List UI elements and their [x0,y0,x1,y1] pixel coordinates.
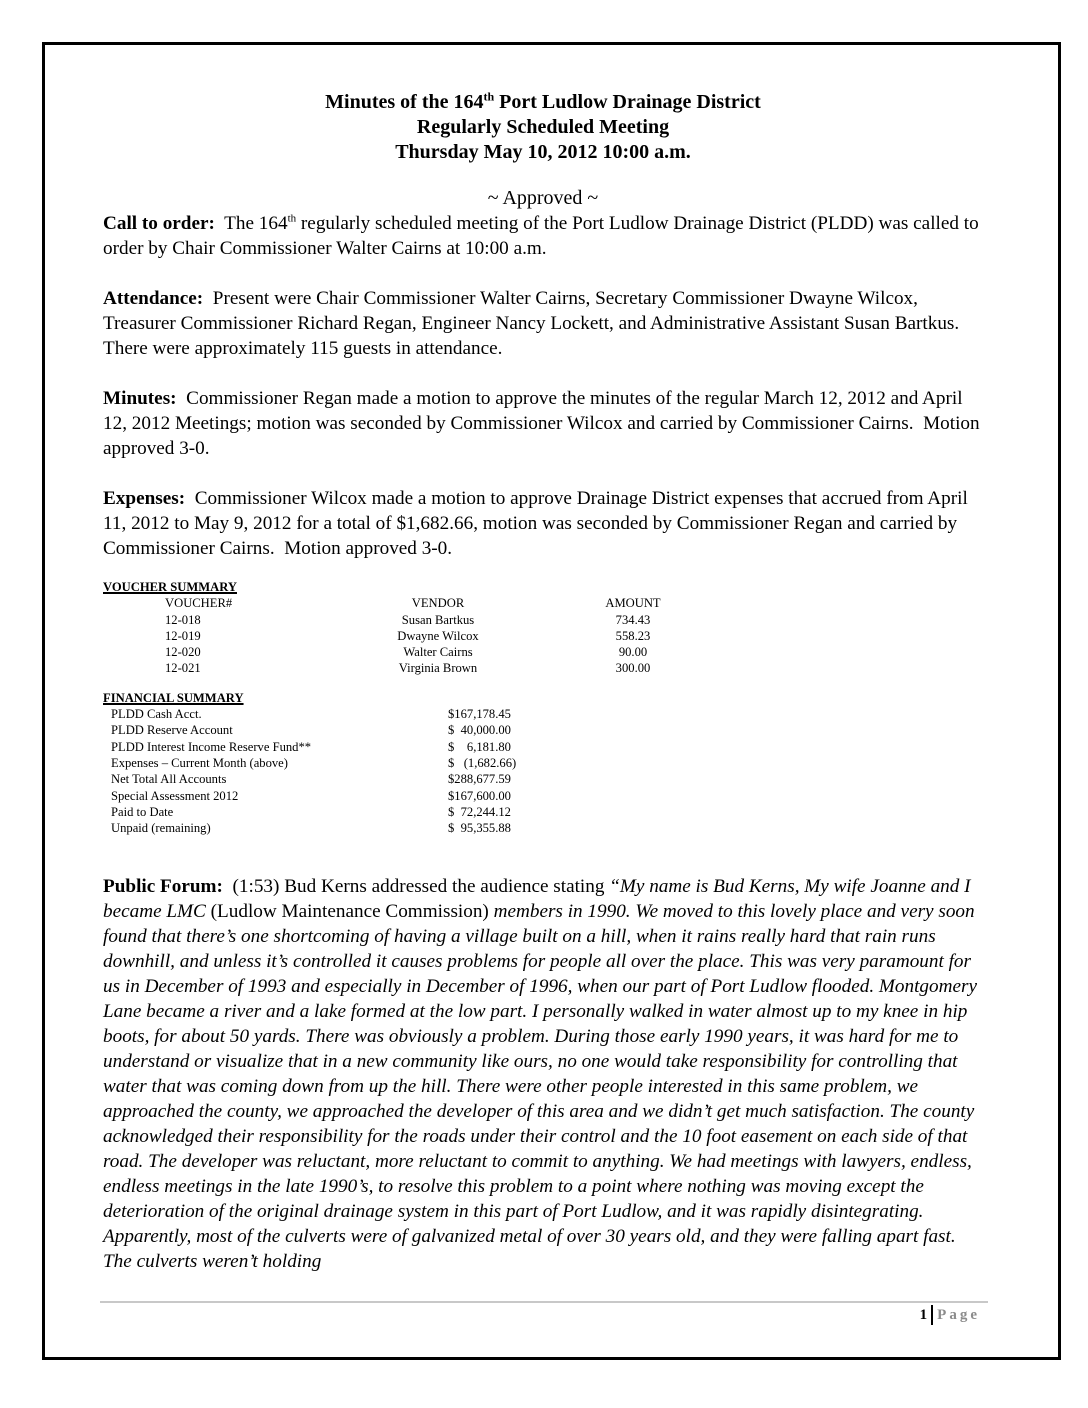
financial-value: $ (1,682.66) [448,755,517,770]
financial-value: $167,178.45 [448,707,511,722]
financial-summary [103,690,983,837]
voucher-number: 12-021 [165,661,201,676]
document-title [103,90,983,165]
voucher-row [103,644,983,660]
approval-status: ~ Approved ~ [487,187,599,209]
financial-label: Unpaid (remaining) [111,821,211,836]
voucher-vendor: Susan Bartkus [401,612,475,627]
financial-row [103,706,983,722]
financial-value: $ 40,000.00 [448,723,511,738]
voucher-number: 12-020 [165,645,201,660]
ordinal-suffix: th [483,89,495,104]
voucher-row [103,628,983,644]
financial-value: $ 95,355.88 [448,821,511,836]
section-expenses [103,486,983,561]
voucher-amount: 300.00 [615,661,651,676]
section-text: Present were Chair Commissioner Walter Cairns, Secretary Commissioner Dwayne Wilcox, Treasurer Commissioner Richard Regan, Engineer Nancy Lockett, and Administrative Assistant Susan Bartkus. There were approximately 115 guests in attendance. [103,288,969,359]
voucher-number: 12-018 [165,612,201,627]
financial-row [103,755,983,771]
footer-separator [931,1305,933,1325]
financial-label: Special Assessment 2012 [111,788,239,803]
document-body [103,90,983,1274]
financial-summary-heading: FINANCIAL SUMMARY [103,690,244,705]
section-label: Expenses: [103,488,186,509]
voucher-amount: 734.43 [615,612,651,627]
section-text: (1:53) Bud Kerns addressed the audience stating [222,876,610,898]
section-label: Minutes: [103,388,177,409]
title-text: Port Ludlow Drainage District [494,91,761,113]
voucher-row [103,612,983,628]
voucher-number: 12-019 [165,628,201,643]
financial-row [103,771,983,787]
ordinal-suffix: th [287,212,297,225]
section-text: Commissioner Wilcox made a motion to approve Drainage District expenses that accrued from April 11, 2012 to May 9, 2012 for a total of $1,682.66, motion was seconded by Commissioner Regan and carried by Commissioner Cairns. Motion approved 3-0. [103,488,973,559]
voucher-summary [103,579,983,677]
financial-row [103,722,983,738]
section-text: regularly scheduled meeting of the Port Ludlow Drainage District (PLDD) was called to order by Chair Commissioner Walter Cairns at 10:00 a.m. [103,213,979,259]
financial-label: Expenses – Current Month (above) [111,755,288,770]
column-header-amount: AMOUNT [605,596,661,611]
quoted-speech: “My name is Bud Kerns, My wife Joanne and I became LMC [103,876,971,923]
financial-value: $167,600.00 [448,788,511,803]
title-line-3: Thursday May 10, 2012 10:00 a.m. [395,141,691,163]
page-footer [920,1305,980,1325]
voucher-header-row [103,595,983,611]
financial-label: PLDD Cash Acct. [111,707,202,722]
section-minutes [103,386,983,461]
title-line-1 [103,90,983,115]
voucher-summary-heading: VOUCHER SUMMARY [103,580,237,594]
quoted-speech: members in 1990. We moved to this lovely place and very soon found that there’s one shortcoming of having a village built on a hill, when it rains really hard that rain runs downhill, and unless it’s controlled it causes problems for people all over the place. This was very paramount for us in December of 1993 and especially in December of 1996, when our part of Port Ludlow flooded. Montgomery Lane became a river and a lake formed at the low part. I personally walked in water almost up to my knee in hip boots, for about 50 yards. There was obviously a problem. During those early 1990 years, it was hard for me to understand or visualize that in a new community like ours, no one would take responsibility for controlling that water that was coming down from up the hill. There were other people interested in this same problem, we approached the county, we approached the developer of this area and we didn’t get much satisfaction. The county acknowledged their responsibility for the roads under their control and the 10 foot easement on each side of that road. The developer was reluctant, more reluctant to commit to anything. We had meetings with lawyers, endless, endless meetings in the late 1990’s, to resolve this problem to a point where nothing was moving except the deterioration of the original drainage system in this part of Port Ludlow, and it was rapidly disintegrating. Apparently, most of the culverts were of galvanized metal of over 30 years old, and they were falling apart fast. The culverts weren’t holding [103,901,977,1273]
page-number: 1 [919,1306,928,1323]
voucher-amount: 90.00 [618,645,648,660]
financial-label: PLDD Reserve Account [111,723,233,738]
financial-row [103,804,983,820]
financial-row [103,739,983,755]
voucher-amount: 558.23 [615,628,651,643]
section-label: Public Forum: [103,876,223,898]
section-text: The 164 [214,213,288,234]
section-public-forum [103,874,983,1274]
voucher-vendor: Virginia Brown [398,661,478,676]
page-label: Page [937,1306,980,1323]
financial-label: Paid to Date [111,804,174,819]
financial-row [103,788,983,804]
voucher-vendor: Walter Cairns [403,645,473,660]
section-text: (Ludlow Maintenance Commission) [205,901,494,923]
financial-value: $ 6,181.80 [448,739,511,754]
financial-value: $288,677.59 [448,772,511,787]
financial-value: $ 72,244.12 [448,804,511,819]
section-label: Call to order: [103,213,215,234]
title-text: Minutes of the 164 [325,91,484,113]
section-label: Attendance: [103,288,204,309]
financial-label: Net Total All Accounts [111,772,227,787]
column-header-voucher: VOUCHER# [165,596,233,611]
column-header-vendor: VENDOR [411,596,465,611]
voucher-vendor: Dwayne Wilcox [397,628,479,643]
section-text: Commissioner Regan made a motion to approve the minutes of the regular March 12, 2012 and April 12, 2012 Meetings; motion was seconded by Commissioner Wilcox and carried by Commissioner Cairns. Motion approved 3-0. [103,388,985,459]
financial-label: PLDD Interest Income Reserve Fund** [111,739,312,754]
voucher-row [103,660,983,676]
section-attendance [103,286,983,361]
financial-row [103,820,983,836]
title-line-2: Regularly Scheduled Meeting [416,116,670,138]
section-call-to-order [103,211,983,261]
footer-divider [100,1301,988,1303]
